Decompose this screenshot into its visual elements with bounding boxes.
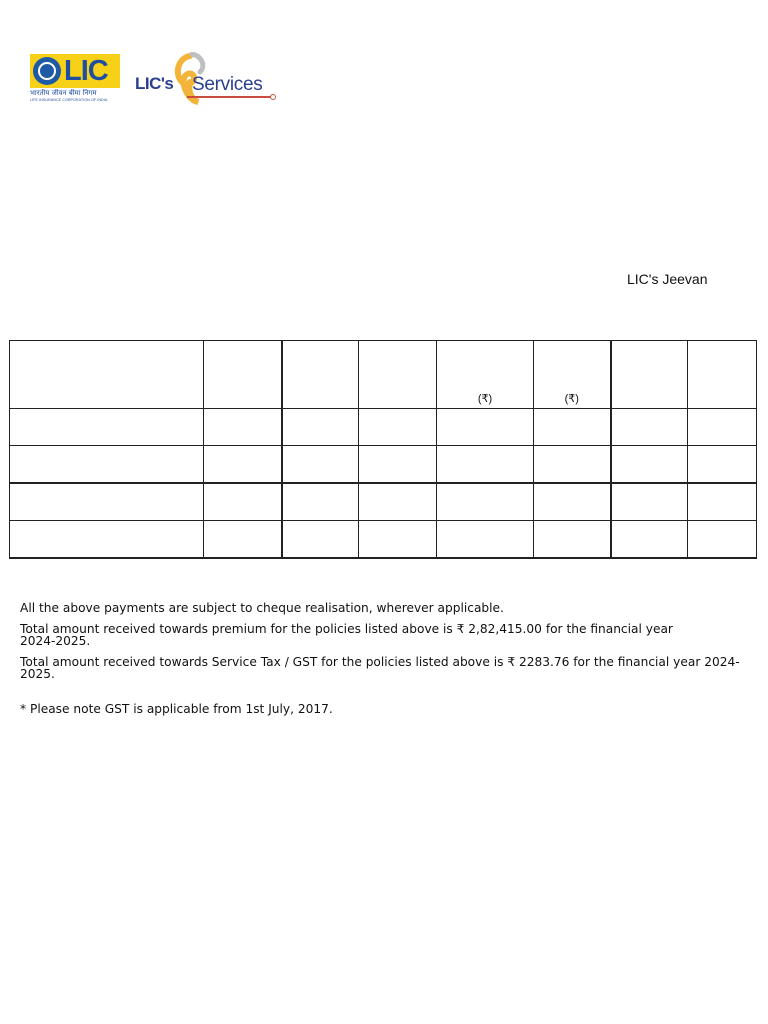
table-cell [10, 483, 204, 521]
table-cell [282, 446, 359, 484]
lic-emblem-icon [33, 57, 61, 85]
table-header-cell [282, 341, 359, 409]
lic-logo [30, 54, 122, 104]
table-cell [359, 483, 437, 521]
table-cell [437, 446, 534, 484]
table-header-cell [10, 341, 204, 409]
lic-english-tagline: LIFE INSURANCE CORPORATION OF INDIA [30, 98, 108, 102]
table-cell [437, 483, 534, 521]
table-cell [282, 409, 359, 446]
lic-emblem-ring [38, 62, 56, 80]
lic-logo-text: LIC [64, 55, 108, 87]
table-cell [359, 446, 437, 484]
table-cell [282, 521, 359, 559]
table-cell [437, 409, 534, 446]
table-header-cell [359, 341, 437, 409]
footer-notes [20, 602, 750, 715]
eservices-prefix-text: LIC's [135, 74, 174, 93]
table-cell [611, 446, 688, 484]
table-header-row [10, 341, 757, 409]
table-cell [534, 521, 611, 559]
table-cell [611, 409, 688, 446]
table-header-cell [688, 341, 757, 409]
table-header-cell [204, 341, 282, 409]
table-cell [10, 446, 204, 484]
table-cell [282, 483, 359, 521]
table-cell [611, 521, 688, 559]
table-cell [359, 521, 437, 559]
gst-total-note: Total amount received towards Service Tax / GST for the policies listed above is ₹ 2283.76 for the financial year 2024-2025. [20, 655, 740, 681]
cheque-realisation-note: All the above payments are subject to cheque realisation, wherever applicable. [20, 601, 504, 615]
lic-hindi-tagline: भारतीय जीवन बीमा निगम [30, 89, 97, 97]
table-cell [688, 409, 757, 446]
table-cell [688, 446, 757, 484]
table-cell [534, 409, 611, 446]
gst-applicability-note: * Please note GST is applicable from 1st July, 2017. [20, 702, 333, 716]
table-cell [204, 446, 282, 484]
table-cell [688, 521, 757, 559]
table-cell [437, 521, 534, 559]
table-cell [10, 521, 204, 559]
table-cell [204, 483, 282, 521]
table-cell [611, 483, 688, 521]
eservices-underline [187, 96, 273, 98]
table-header-cell-gst-rupee: (₹) [534, 341, 611, 409]
table-cell [10, 409, 204, 446]
table-cell [534, 446, 611, 484]
table-header-cell-premium-rupee: (₹) [437, 341, 534, 409]
table-cell [204, 409, 282, 446]
table-cell [688, 483, 757, 521]
table-header-cell [611, 341, 688, 409]
table-cell [534, 483, 611, 521]
table-row [10, 409, 757, 446]
eservices-dot-icon [270, 94, 276, 100]
eservices-logo [135, 50, 277, 108]
eservices-suffix-text: Services [192, 74, 263, 95]
table-row [10, 521, 757, 559]
table-row [10, 483, 757, 521]
table-cell [359, 409, 437, 446]
policy-table [9, 340, 757, 559]
plan-name: LIC's Jeevan [627, 271, 708, 287]
table-cell [204, 521, 282, 559]
table-row [10, 446, 757, 484]
premium-total-note: Total amount received towards premium for the policies listed above is ₹ 2,82,415.00 for the financial year 2024-2025. [20, 622, 673, 648]
